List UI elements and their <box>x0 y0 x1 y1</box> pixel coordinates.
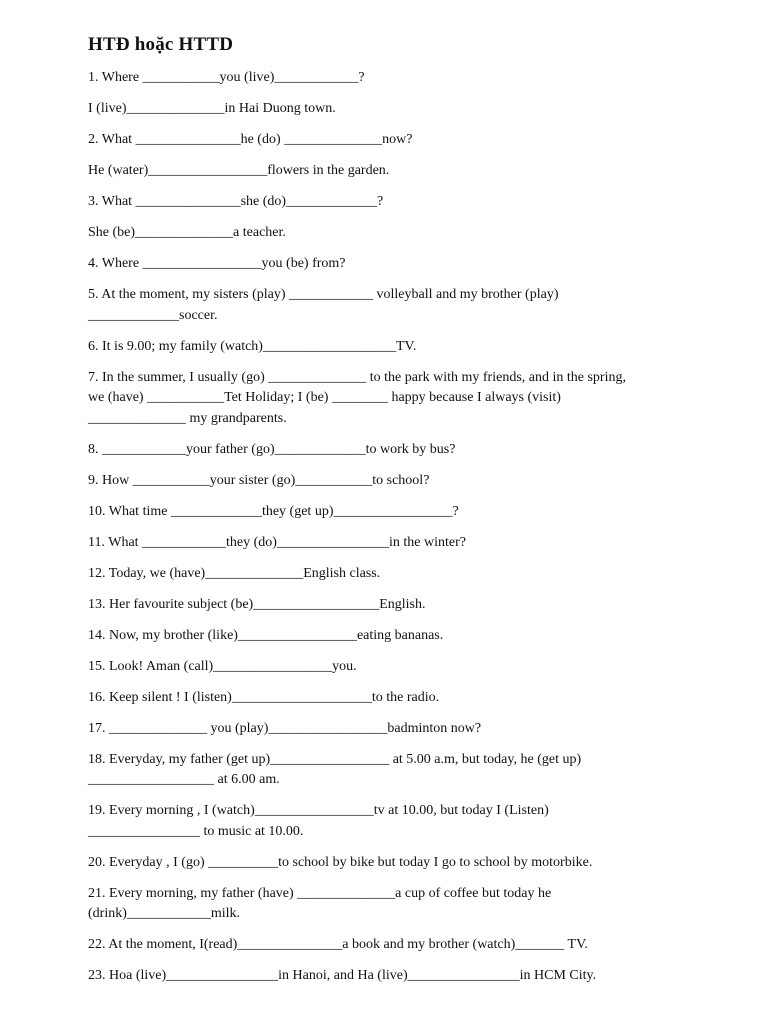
exercise-9: 9. How ___________your sister (go)___________to school? <box>88 472 430 488</box>
exercise-2-question: 2. What _______________he (do) ______________now? <box>88 132 413 147</box>
exercise-3-question: 3. What _______________she (do)_____________? <box>88 194 384 209</box>
page-title: HTĐ hoặc HTTD <box>88 34 234 55</box>
exercise-5-line-2: _____________soccer. <box>88 307 218 323</box>
exercise-17: 17. ______________ you (play)_________________badminton now? <box>88 720 482 736</box>
exercise-15: 15. Look! Aman (call)_________________you. <box>88 658 357 674</box>
exercise-20: 20. Everyday , I (go) __________to school by bike but today I go to school by motorbike. <box>88 854 593 870</box>
exercise-6: 6. It is 9.00; my family (watch)___________________TV. <box>88 338 417 354</box>
exercise-16: 16. Keep silent ! I (listen)____________________to the radio. <box>88 689 440 705</box>
exercise-3-answer: She (be)______________a teacher. <box>88 225 286 240</box>
exercise-7-line-1: 7. In the summer, I usually (go) ______________ to the park with my friends, and in the spring, <box>88 369 626 385</box>
exercise-11: 11. What ____________they (do)________________in the winter? <box>88 534 466 550</box>
exercise-4: 4. Where _________________you (be) from? <box>88 256 346 271</box>
exercise-19-line-1: 19. Every morning , I (watch)_________________tv at 10.00, but today I (Listen) <box>88 803 549 818</box>
exercise-1-question: 1. Where ___________you (live)____________? <box>88 70 365 85</box>
exercise-10: 10. What time _____________they (get up)_________________? <box>88 503 459 519</box>
exercise-21-line-1: 21. Every morning, my father (have) ______________a cup of coffee but today he <box>88 885 552 901</box>
exercise-2-answer: He (water)_________________flowers in the garden. <box>88 163 390 178</box>
exercise-22: 22. At the moment, I(read)_______________a book and my brother (watch)_______ TV. <box>88 937 588 952</box>
exercise-18-line-1: 18. Everyday, my father (get up)_________________ at 5.00 a.m, but today, he (get up) <box>88 751 582 767</box>
exercise-list <box>88 68 708 987</box>
exercise-7-line-3: ______________ my grandparents. <box>88 410 287 426</box>
exercise-19-line-2: ________________ to music at 10.00. <box>88 823 304 839</box>
exercise-1-answer: I (live)______________in Hai Duong town. <box>88 101 336 116</box>
exercise-21-line-2: (drink)____________milk. <box>88 906 241 921</box>
exercise-14: 14. Now, my brother (like)_________________eating bananas. <box>88 627 444 643</box>
exercise-5-line-1: 5. At the moment, my sisters (play) ____________ volleyball and my brother (play) <box>88 287 559 302</box>
exercise-23: 23. Hoa (live)________________in Hanoi, and Ha (live)________________in HCM City. <box>88 968 597 983</box>
exercise-12: 12. Today, we (have)______________English class. <box>88 565 381 581</box>
exercise-7-line-2: we (have) ___________Tet Holiday; I (be) ________ happy because I always (visit) <box>88 390 561 405</box>
exercise-18-line-2: __________________ at 6.00 am. <box>88 772 280 787</box>
exercise-8: 8. ____________your father (go)_____________to work by bus? <box>88 441 456 457</box>
exercise-13: 13. Her favourite subject (be)__________________English. <box>88 596 426 612</box>
